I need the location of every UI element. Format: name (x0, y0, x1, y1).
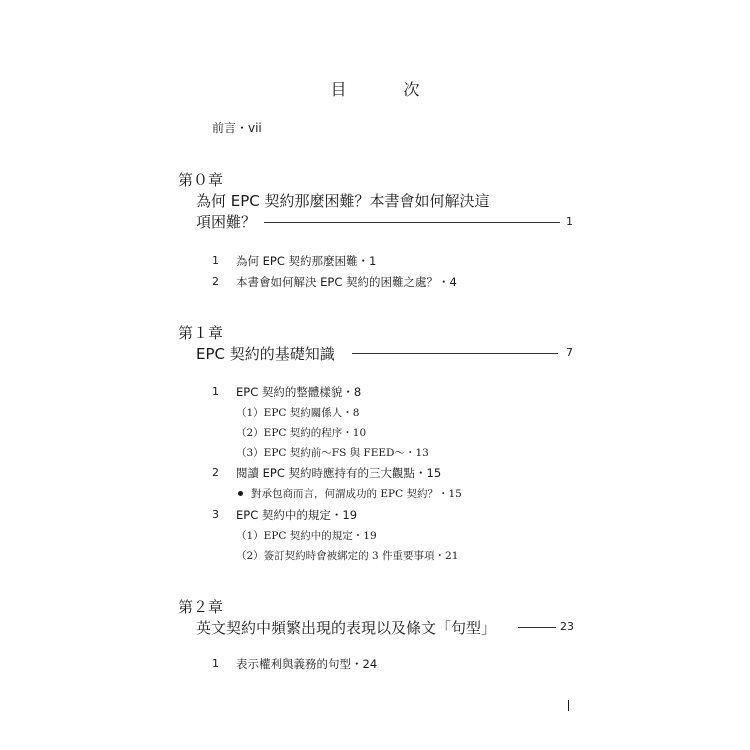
chapter-1-item-2-number: 2 (212, 466, 219, 479)
chapter-1-item-3-sub-2[interactable]: （2）簽訂契約時會被綁定的 3 件重要事項・21 (236, 550, 459, 562)
chapter-1-item-3[interactable]: EPC 契約中的規定・19 (236, 508, 358, 522)
chapter-1-item-1-sub-3[interactable]: （3）EPC 契約前～FS 與 FEED～・13 (236, 447, 429, 459)
chapter-1-item-1[interactable]: EPC 契約的整體樣貌・8 (236, 385, 362, 399)
chapter-2-title[interactable]: 英文契約中頻繁出現的表現以及條文「句型」 (196, 619, 497, 637)
chapter-0-page: 1 (566, 215, 573, 228)
chapter-0-leader-line (264, 222, 560, 223)
chapter-1-item-3-number: 3 (212, 508, 219, 521)
chapter-2-leader-line (518, 627, 556, 628)
chapter-1-leader-line (352, 353, 558, 354)
chapter-2-page: 23 (560, 620, 574, 633)
chapter-1-label: 第１章 (178, 324, 224, 342)
chapter-0-item-2[interactable]: 本書會如何解決 EPC 契約的困難之處？・4 (236, 275, 457, 289)
chapter-0-item-2-number: 2 (212, 275, 219, 288)
chapter-1-page: 7 (566, 346, 573, 359)
toc-title: 目 次 (330, 80, 446, 99)
chapter-1-item-1-number: 1 (212, 385, 219, 398)
page-folio-mark (568, 700, 569, 711)
chapter-0-title-line1[interactable]: 為何 EPC 契約那麼困難？本書會如何解決這 (196, 192, 490, 210)
chapter-0-label: 第０章 (178, 171, 224, 189)
chapter-0-item-1[interactable]: 為何 EPC 契約那麼困難・1 (236, 254, 377, 268)
chapter-2-item-1[interactable]: 表示權利與義務的句型・24 (236, 657, 378, 671)
chapter-2-item-1-number: 1 (212, 657, 219, 670)
chapter-1-item-2-bullet[interactable]: 對承包商而言，何謂成功的 EPC 契約？・15 (251, 488, 462, 500)
toc-entry-preface[interactable]: 前言・vii (212, 121, 262, 135)
chapter-0-item-1-number: 1 (212, 254, 219, 267)
chapter-1-item-1-sub-1[interactable]: （1）EPC 契約關係人・8 (236, 407, 360, 419)
chapter-1-item-2[interactable]: 閱讀 EPC 契約時應持有的三大觀點・15 (236, 466, 442, 480)
chapter-1-item-1-sub-2[interactable]: （2）EPC 契約的程序・10 (236, 427, 367, 439)
chapter-0-title-line2[interactable]: 項困難？ (196, 213, 257, 231)
chapter-2-label: 第２章 (178, 598, 224, 616)
chapter-1-item-3-sub-1[interactable]: （1）EPC 契約中的規定・19 (236, 530, 377, 542)
chapter-1-title[interactable]: EPC 契約的基礎知識 (196, 345, 335, 363)
bullet-icon (238, 491, 243, 496)
